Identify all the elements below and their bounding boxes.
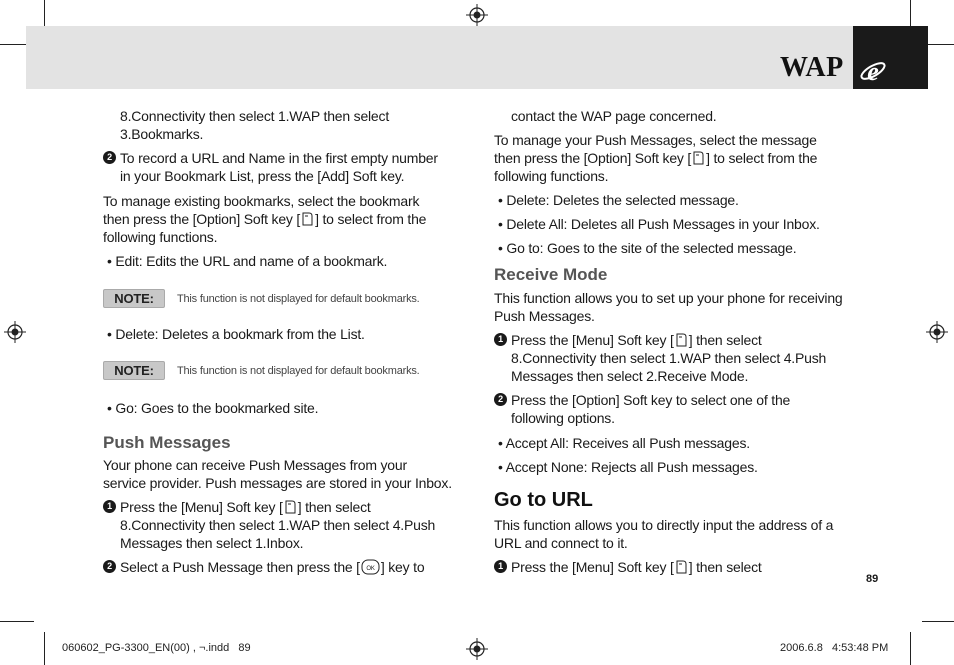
- text-line: To record a URL and Name in the first empty number: [120, 150, 438, 166]
- section-heading-receive-mode: Receive Mode: [494, 265, 608, 284]
- registration-mark-top: [466, 4, 488, 26]
- text-line: Messages then select 2.Receive Mode.: [511, 368, 749, 384]
- text-line: Press the [Option] Soft key to select one of the: [511, 392, 791, 408]
- step-number: 2: [103, 151, 116, 164]
- soft-key-icon: [675, 560, 688, 574]
- soft-key-icon: [301, 212, 314, 226]
- text-line: 3.Bookmarks.: [120, 126, 204, 142]
- text-line: URL and connect to it.: [494, 535, 628, 551]
- registration-mark-left: [4, 321, 26, 343]
- crop-mark: [910, 632, 911, 665]
- left-column: [103, 107, 463, 576]
- bullet-item: • Delete: Deletes the selected message.: [498, 192, 739, 208]
- text-line: [494, 149, 854, 167]
- text-fragment: ] then select: [688, 332, 762, 348]
- text-line: This function allows you to set up your phone for receiving: [494, 290, 843, 306]
- text-fragment: then press the [Option] Soft key [: [103, 211, 301, 227]
- bullet-item: • Accept None: Rejects all Push messages.: [498, 459, 758, 475]
- step-item: [494, 331, 854, 385]
- text-line: Your phone can receive Push Messages from your: [103, 457, 407, 473]
- section-heading-go-to-url: Go to URL: [494, 489, 593, 511]
- text-line: 8.Connectivity then select 1.WAP then select 4.Push: [120, 517, 436, 533]
- step-number: 2: [494, 393, 507, 406]
- section-heading-push-messages: Push Messages: [103, 433, 231, 452]
- note-label: NOTE:: [103, 361, 165, 380]
- footer-file-name: 060602_PG-3300_EN(00) , ¬.indd 89: [62, 642, 251, 654]
- registration-mark-bottom: [466, 638, 488, 660]
- text-line: [103, 210, 463, 228]
- step-item: [494, 391, 854, 427]
- page-number: 89: [866, 573, 879, 585]
- crop-mark: [44, 632, 45, 665]
- bullet-item: • Go to: Goes to the site of the selected message.: [498, 240, 797, 256]
- crop-mark: [922, 621, 954, 622]
- text-line: [120, 498, 463, 516]
- bullet-item: • Edit: Edits the URL and name of a bookmark.: [107, 253, 388, 269]
- text-line: Push Messages.: [494, 308, 595, 324]
- text-line: following functions.: [494, 168, 609, 184]
- text-line: 8.Connectivity then select 1.WAP then select 4.Push: [511, 350, 827, 366]
- note-text: This function is not displayed for default bookmarks.: [177, 292, 420, 305]
- soft-key-icon: [675, 333, 688, 347]
- ok-key-icon: [361, 559, 380, 575]
- text-fragment: then press the [Option] Soft key [: [494, 150, 692, 166]
- note-label: NOTE:: [103, 289, 165, 308]
- right-column: [494, 107, 854, 576]
- text-line: contact the WAP page concerned.: [511, 108, 717, 124]
- text-line: following functions.: [103, 229, 218, 245]
- text-fragment: Select a Push Message then press the [: [120, 559, 360, 575]
- bullet-item: • Delete All: Deletes all Push Messages in your Inbox.: [498, 216, 820, 232]
- text-line: service provider. Push messages are stored in your Inbox.: [103, 475, 452, 491]
- text-fragment: ] then select: [297, 499, 371, 515]
- text-line: following options.: [511, 410, 615, 426]
- text-fragment: ] to select from the: [315, 211, 427, 227]
- svg-text:OK: OK: [366, 566, 375, 572]
- text-fragment: Press the [Menu] Soft key [: [511, 559, 674, 575]
- step-item: [494, 558, 854, 576]
- step-item: [103, 498, 463, 552]
- bullet-item: • Go: Goes to the bookmarked site.: [107, 400, 319, 416]
- note-text: This function is not displayed for default bookmarks.: [177, 364, 420, 377]
- text-line: To manage your Push Messages, select the message: [494, 132, 817, 148]
- step-number: 1: [494, 333, 507, 346]
- text-line: [511, 558, 854, 576]
- text-fragment: ] to select from the: [706, 150, 818, 166]
- text-line: Messages then select 1.Inbox.: [120, 535, 304, 551]
- step-number: 1: [494, 560, 507, 573]
- text-fragment: ] then select: [688, 559, 762, 575]
- step-item: [103, 149, 463, 185]
- text-line: To manage existing bookmarks, select the bookmark: [103, 193, 420, 209]
- soft-key-icon: [284, 500, 297, 514]
- svg-text:e: e: [867, 57, 879, 86]
- note-box: [103, 289, 463, 308]
- text-line: in your Bookmark List, press the [Add] Soft key.: [120, 168, 405, 184]
- text-line: [120, 558, 463, 576]
- note-box: [103, 361, 463, 380]
- bullet-item: • Accept All: Receives all Push messages.: [498, 435, 750, 451]
- footer-timestamp: 2006.6.8 4:53:48 PM: [780, 642, 889, 654]
- text-fragment: ] key to: [380, 559, 425, 575]
- step-item: [103, 558, 463, 576]
- text-fragment: Press the [Menu] Soft key [: [511, 332, 674, 348]
- soft-key-icon: [692, 151, 705, 165]
- registration-mark-right: [926, 321, 948, 343]
- wap-browser-e-icon: [858, 56, 888, 86]
- step-number: 1: [103, 500, 116, 513]
- crop-mark: [0, 621, 34, 622]
- page-title: WAP: [780, 52, 844, 83]
- text-line: [511, 331, 854, 349]
- text-line: This function allows you to directly input the address of a: [494, 517, 834, 533]
- step-number: 2: [103, 560, 116, 573]
- bullet-item: • Delete: Deletes a bookmark from the List.: [107, 326, 365, 342]
- text-line: 8.Connectivity then select 1.WAP then select: [120, 108, 390, 124]
- text-fragment: Press the [Menu] Soft key [: [120, 499, 283, 515]
